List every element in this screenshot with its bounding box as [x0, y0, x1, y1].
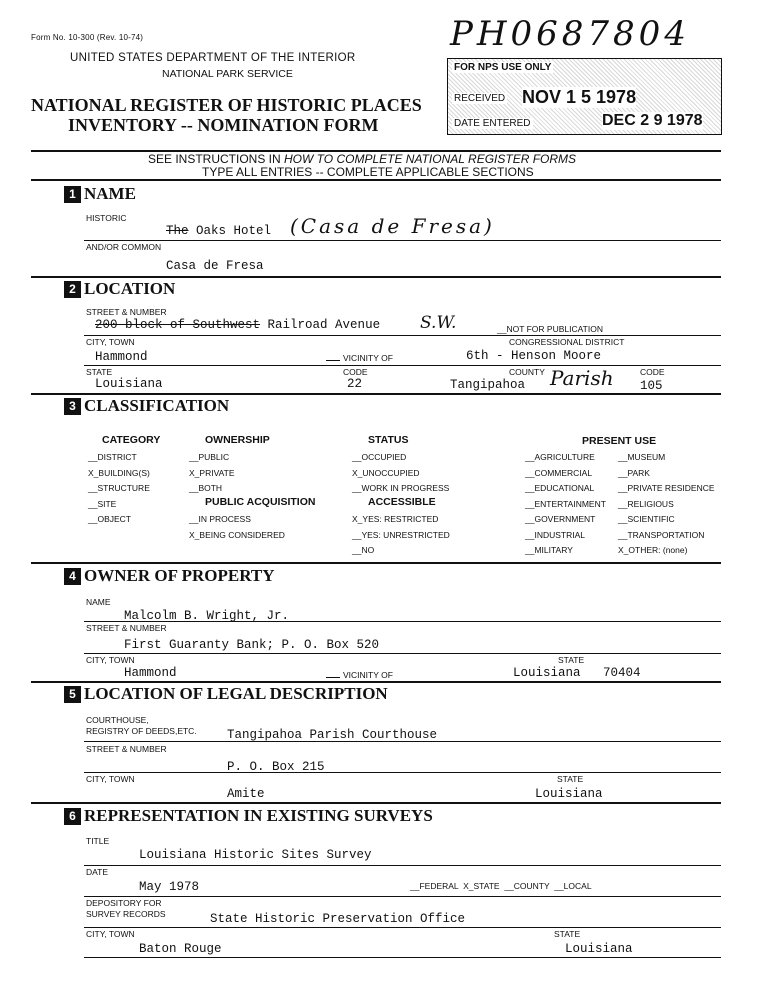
- field-line: [84, 865, 721, 866]
- field-line: [84, 927, 721, 928]
- owner-city-label: CITY, TOWN: [86, 655, 135, 665]
- category-option: X_BUILDING(S): [88, 467, 150, 478]
- instructions-line2: TYPE ALL ENTRIES -- COMPLETE APPLICABLE SECTIONS: [202, 165, 534, 179]
- survey-date: May 1978: [139, 880, 200, 894]
- survey-city-label: CITY, TOWN: [86, 929, 135, 939]
- county-code-label: CODE: [640, 367, 665, 377]
- section-number: 2: [64, 281, 81, 298]
- status-options: [352, 450, 449, 497]
- field-line: [84, 335, 721, 336]
- present-use-option: __ENTERTAINMENT: [525, 498, 606, 509]
- owner-street: First Guaranty Bank; P. O. Box 520: [124, 638, 380, 652]
- section-title-classification: CLASSIFICATION: [84, 396, 230, 415]
- section-number: 6: [64, 808, 81, 825]
- category-option: __OBJECT: [88, 514, 131, 524]
- legal-state: Louisiana: [535, 787, 603, 801]
- survey-city: Baton Rouge: [139, 942, 222, 956]
- street-label: STREET & NUMBER: [86, 307, 167, 317]
- handwritten-id: PH0687804: [450, 14, 690, 54]
- survey-state-label: STATE: [554, 929, 581, 939]
- state-value: Louisiana: [95, 377, 163, 391]
- field-line: [84, 772, 721, 773]
- section-title-name: NAME: [84, 184, 136, 203]
- accessible-options: [352, 512, 450, 559]
- present-use-col1: [525, 450, 606, 559]
- state-label: STATE: [86, 367, 113, 377]
- legal-state-label: STATE: [557, 774, 584, 784]
- ownership-column: [205, 434, 270, 446]
- received-label: RECEIVED: [454, 93, 506, 104]
- legal-city-label: CITY, TOWN: [86, 774, 135, 784]
- section-number: 4: [64, 568, 81, 585]
- depository-label1: DEPOSITORY FOR: [86, 898, 162, 908]
- field-line: [84, 621, 721, 622]
- depository-value: State Historic Preservation Office: [210, 912, 466, 926]
- form-title-line2: INVENTORY -- NOMINATION FORM: [68, 115, 379, 135]
- legal-city: Amite: [227, 787, 265, 801]
- present-use-option: __PRIVATE RESIDENCE: [618, 483, 715, 493]
- owner-name-label: NAME: [86, 597, 111, 607]
- present-use-option: X_OTHER: (none): [618, 545, 688, 555]
- category-option: __SITE: [88, 498, 117, 509]
- survey-date-label: DATE: [86, 867, 109, 877]
- status-column: [368, 434, 408, 446]
- form-title-line1: NATIONAL REGISTER OF HISTORIC PLACES: [31, 95, 422, 115]
- field-line: [84, 240, 721, 241]
- received-stamp: NOV 1 5 1978: [522, 87, 637, 107]
- owner-name: Malcolm B. Wright, Jr.: [124, 609, 290, 623]
- section-title-legal: LOCATION OF LEGAL DESCRIPTION: [84, 684, 388, 703]
- ownership-option: __BOTH: [189, 483, 223, 493]
- legal-street: P. O. Box 215: [227, 760, 325, 774]
- registry-label: REGISTRY OF DEEDS,ETC.: [86, 726, 197, 736]
- instructions-line1: SEE INSTRUCTIONS IN HOW TO COMPLETE NATIONAL REGISTER FORMS: [148, 152, 577, 166]
- status-option: __WORK IN PROGRESS: [352, 483, 450, 493]
- present-use-col2: [618, 450, 715, 559]
- category-heading: CATEGORY: [102, 434, 161, 446]
- vicinity-label: VICINITY OF: [343, 353, 393, 363]
- owner-state-label: STATE: [558, 655, 585, 665]
- nps-use-box: [447, 58, 722, 135]
- section-title-owner: OWNER OF PROPERTY: [84, 566, 275, 585]
- survey-level: __FEDERAL X_STATE __COUNTY __LOCAL: [410, 881, 592, 891]
- divider: [31, 562, 721, 564]
- section-number: 1: [64, 186, 81, 203]
- accessible-heading: ACCESSIBLE: [368, 496, 436, 508]
- section-title-surveys: REPRESENTATION IN EXISTING SURVEYS: [84, 806, 433, 825]
- code-label: CODE: [343, 367, 368, 377]
- status-option: X_UNOCCUPIED: [352, 467, 420, 478]
- acquisition-option: __IN PROCESS: [189, 514, 251, 524]
- category-column: [102, 434, 160, 446]
- acquisition-option: X_BEING CONSIDERED: [189, 529, 285, 540]
- nps-heading: FOR NPS USE ONLY: [454, 62, 552, 73]
- category-option: __DISTRICT: [88, 452, 137, 462]
- department-name: UNITED STATES DEPARTMENT OF THE INTERIOR: [70, 52, 356, 64]
- present-use-option: __TRANSPORTATION: [618, 529, 705, 540]
- ownership-option: X_PRIVATE: [189, 467, 235, 478]
- courthouse-label: COURTHOUSE,: [86, 715, 149, 725]
- street-handwritten: S.W.: [420, 313, 457, 333]
- public-acquisition-heading: PUBLIC ACQUISITION: [205, 496, 316, 508]
- divider: [31, 802, 721, 804]
- historic-label: HISTORIC: [86, 213, 127, 223]
- city-value: Hammond: [95, 350, 148, 364]
- not-for-publication: __NOT FOR PUBLICATION: [497, 324, 603, 334]
- divider: [31, 393, 721, 395]
- legal-street-label: STREET & NUMBER: [86, 744, 167, 754]
- present-use-option: __MILITARY: [525, 545, 573, 555]
- present-use-option: __MUSEUM: [618, 452, 666, 462]
- category-options: [88, 450, 150, 528]
- survey-state: Louisiana: [565, 942, 633, 956]
- survey-title-label: TITLE: [86, 836, 110, 846]
- present-use-option: __SCIENTIFIC: [618, 514, 675, 524]
- accessible-option: __NO: [352, 545, 375, 555]
- congressional-value: 6th - Henson Moore: [466, 349, 602, 363]
- depository-label2: SURVEY RECORDS: [86, 909, 166, 919]
- category-option: __STRUCTURE: [88, 483, 150, 493]
- survey-title: Louisiana Historic Sites Survey: [139, 848, 372, 862]
- entered-stamp: DEC 2 9 1978: [602, 112, 703, 129]
- state-code-value: 22: [347, 377, 363, 391]
- field-line: [84, 957, 721, 958]
- historic-name: The Oaks Hotel: [166, 224, 272, 238]
- vicinity-blank: [326, 360, 340, 361]
- field-line: [84, 896, 721, 897]
- form-number: Form No. 10-300 (Rev. 10-74): [31, 33, 144, 42]
- courthouse-value: Tangipahoa Parish Courthouse: [227, 728, 438, 742]
- field-line: [84, 365, 721, 366]
- owner-city: Hammond: [124, 666, 177, 680]
- divider: [31, 179, 721, 181]
- divider: [31, 681, 721, 683]
- county-handwritten: Parish: [550, 366, 614, 390]
- congressional-label: CONGRESSIONAL DISTRICT: [509, 337, 625, 347]
- field-line: [84, 653, 721, 654]
- ownership-options: [189, 450, 235, 497]
- owner-street-label: STREET & NUMBER: [86, 623, 167, 633]
- present-use-option: __RELIGIOUS: [618, 498, 674, 509]
- present-use-option: __PARK: [618, 467, 650, 478]
- acquisition-options: [189, 512, 285, 543]
- county-label: COUNTY: [509, 367, 545, 377]
- present-use-option: __AGRICULTURE: [525, 452, 595, 462]
- present-use-option: __EDUCATIONAL: [525, 483, 595, 493]
- status-heading: STATUS: [368, 434, 409, 446]
- section-number: 5: [64, 686, 81, 703]
- present-use-option: __COMMERCIAL: [525, 467, 593, 478]
- entered-label: DATE ENTERED: [454, 118, 531, 129]
- accessible-option: __YES: UNRESTRICTED: [352, 529, 450, 540]
- divider: [31, 276, 721, 278]
- accessible-option: X_YES: RESTRICTED: [352, 514, 439, 524]
- county-code-value: 105: [640, 379, 663, 393]
- ownership-heading: OWNERSHIP: [205, 434, 270, 446]
- status-option: __OCCUPIED: [352, 452, 407, 462]
- section-number: 3: [64, 398, 81, 415]
- field-line: [84, 741, 721, 742]
- county-value: Tangipahoa: [450, 378, 526, 392]
- present-use-heading: PRESENT USE: [582, 435, 657, 447]
- historic-handwritten: (Casa de Fresa): [290, 214, 495, 238]
- present-use-option: __INDUSTRIAL: [525, 529, 585, 540]
- owner-vicinity-label: VICINITY OF: [343, 670, 393, 680]
- ownership-option: __PUBLIC: [189, 452, 230, 462]
- present-use-option: __GOVERNMENT: [525, 514, 596, 524]
- street-value: 200 block of Southwest Railroad Avenue: [95, 318, 381, 332]
- common-name-label: AND/OR COMMON: [86, 242, 162, 252]
- city-label: CITY, TOWN: [86, 337, 135, 347]
- common-name: Casa de Fresa: [166, 259, 264, 273]
- service-name: NATIONAL PARK SERVICE: [162, 68, 293, 80]
- section-title-location: LOCATION: [84, 279, 176, 298]
- owner-state: Louisiana 70404: [513, 666, 641, 680]
- vicinity-blank: [326, 677, 340, 678]
